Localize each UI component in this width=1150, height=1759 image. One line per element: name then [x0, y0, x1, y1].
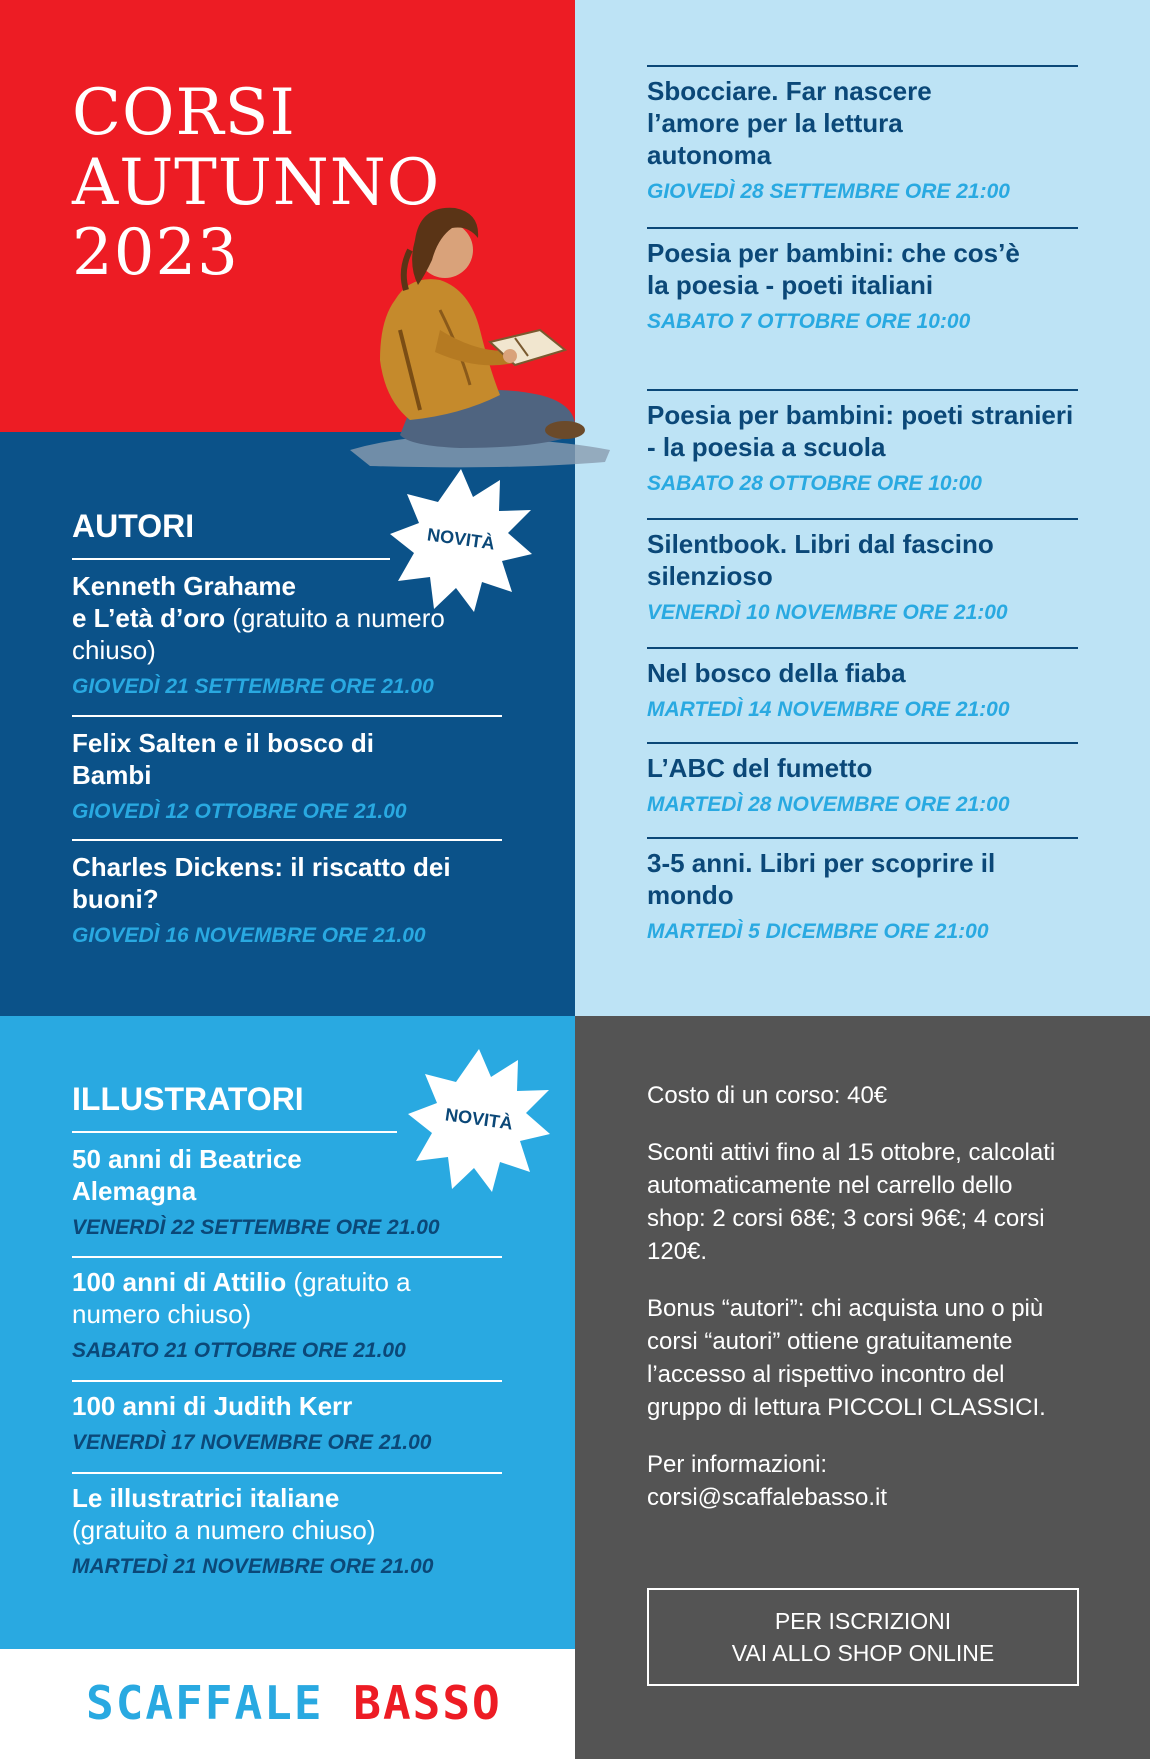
course-note: (gratuito a numero chiuso): [72, 1515, 376, 1545]
corso-item-3: [647, 399, 1087, 497]
course-date: GIOVEDÌ 28 SETTEMBRE ORE 21:00: [647, 180, 1010, 203]
divider: [72, 715, 502, 717]
corso-item-1: [647, 75, 1077, 205]
corso-item-6: [647, 752, 1077, 818]
divider: [647, 389, 1078, 391]
course-title: Kenneth Grahame: [72, 571, 296, 601]
divider: [72, 1380, 502, 1382]
cta-line2: VAI ALLO SHOP ONLINE: [731, 1640, 995, 1666]
course-date: SABATO 21 OTTOBRE ORE 21.00: [72, 1339, 406, 1362]
course-title: Sbocciare. Far nascere l’amore per la lettura autonoma: [647, 76, 932, 170]
illustratori-heading-rule: [72, 1131, 397, 1133]
illustratori-item-2: [72, 1266, 502, 1364]
course-title: 50 anni di Beatrice Alemagna: [72, 1144, 302, 1206]
novita-label: NOVITÀ: [425, 523, 497, 554]
logo-part1: SCAFFALE: [86, 1676, 324, 1730]
course-title: 3-5 anni. Libri per scoprire il mondo: [647, 848, 996, 910]
course-note: (gratuito a numero chiuso): [72, 603, 445, 665]
course-date: MARTEDÌ 21 NOVEMBRE ORE 21.00: [72, 1555, 434, 1578]
logo-part2: BASSO: [353, 1676, 502, 1730]
course-title: Poesia per bambini: che cos’è la poesia - poeti italiani: [647, 238, 1020, 300]
course-date: GIOVEDÌ 12 OTTOBRE ORE 21.00: [72, 800, 407, 823]
course-title: Felix Salten e il bosco di Bambi: [72, 728, 374, 790]
autori-heading-rule: [72, 558, 390, 560]
contact-email[interactable]: corsi@scaffalebasso.it: [647, 1484, 888, 1511]
course-date: MARTEDÌ 5 DICEMBRE ORE 21:00: [647, 920, 989, 943]
bonus-text: Bonus “autori”: chi acquista uno o più corsi “autori” ottiene gratuitamente l’accesso al rispettivo incontro del gruppo di lettura PICCOLI CLASSICI.: [647, 1295, 1046, 1421]
autori-item-1: [72, 570, 472, 700]
course-note: (gratuito a numero chiuso): [72, 1267, 411, 1329]
course-date: GIOVEDÌ 16 NOVEMBRE ORE 21.00: [72, 924, 426, 947]
divider: [647, 518, 1078, 520]
corso-item-5: [647, 657, 1077, 723]
contact-label: Per informazioni:: [647, 1451, 828, 1478]
scaffale-basso-logo: [86, 1676, 502, 1730]
course-title: Nel bosco della fiaba: [647, 658, 906, 688]
illustratori-item-4: [72, 1482, 502, 1580]
course-title: L’ABC del fumetto: [647, 753, 873, 783]
illustratori-item-1: [72, 1143, 440, 1241]
course-title: Poesia per bambini: poeti stranieri - la poesia a scuola: [647, 400, 1074, 462]
divider: [647, 647, 1078, 649]
course-date: VENERDÌ 17 NOVEMBRE ORE 21.00: [72, 1431, 432, 1454]
course-date: SABATO 7 OTTOBRE ORE 10:00: [647, 310, 971, 333]
corso-item-2: [647, 237, 1077, 335]
divider: [72, 1472, 502, 1474]
novita-badge: [404, 1044, 554, 1194]
divider: [647, 65, 1078, 67]
novita-label: NOVITÀ: [443, 1103, 515, 1134]
discount-text: Sconti attivi fino al 15 ottobre, calcolati automaticamente nel carrello dello shop: 2 corsi 68€; 3 corsi 96€; 4 corsi 120€.: [647, 1139, 1056, 1265]
course-date: GIOVEDÌ 21 SETTEMBRE ORE 21.00: [72, 675, 434, 698]
illustratori-item-3: [72, 1390, 502, 1456]
reading-girl-illustration: [340, 180, 620, 480]
course-title: 100 anni di Attilio: [72, 1267, 287, 1297]
illustratori-heading: ILLUSTRATORI: [72, 1081, 304, 1117]
divider: [72, 839, 502, 841]
autori-item-3: [72, 851, 492, 949]
page-title: CORSI AUTUNNO 2023: [72, 76, 441, 290]
autori-heading: AUTORI: [72, 508, 195, 544]
divider: [72, 1256, 502, 1258]
course-title: 100 anni di Judith Kerr: [72, 1391, 353, 1421]
corso-item-4: [647, 528, 1077, 626]
course-date: SABATO 28 OTTOBRE ORE 10:00: [647, 472, 982, 495]
course-date: MARTEDÌ 28 NOVEMBRE ORE 21:00: [647, 793, 1010, 816]
autori-item-2: [72, 727, 452, 825]
divider: [647, 742, 1078, 744]
course-date: MARTEDÌ 14 NOVEMBRE ORE 21:00: [647, 698, 1010, 721]
divider: [647, 837, 1078, 839]
course-title: Silentbook. Libri dal fascino silenzioso: [647, 529, 994, 591]
course-title: Le illustratrici italiane: [72, 1483, 340, 1513]
cta-line1: PER ISCRIZIONI: [774, 1608, 952, 1634]
price-text: Costo di un corso: 40€: [647, 1082, 888, 1109]
info-text: [647, 1079, 1087, 1514]
divider: [647, 227, 1078, 229]
course-date: VENERDÌ 10 NOVEMBRE ORE 21:00: [647, 601, 1008, 624]
course-date: VENERDÌ 22 SETTEMBRE ORE 21.00: [72, 1216, 440, 1239]
corso-item-7: [647, 847, 1077, 945]
course-title: Charles Dickens: il riscatto dei buoni?: [72, 852, 451, 914]
course-title: e L’età d’oro: [72, 603, 226, 633]
shop-online-button[interactable]: [647, 1588, 1079, 1686]
